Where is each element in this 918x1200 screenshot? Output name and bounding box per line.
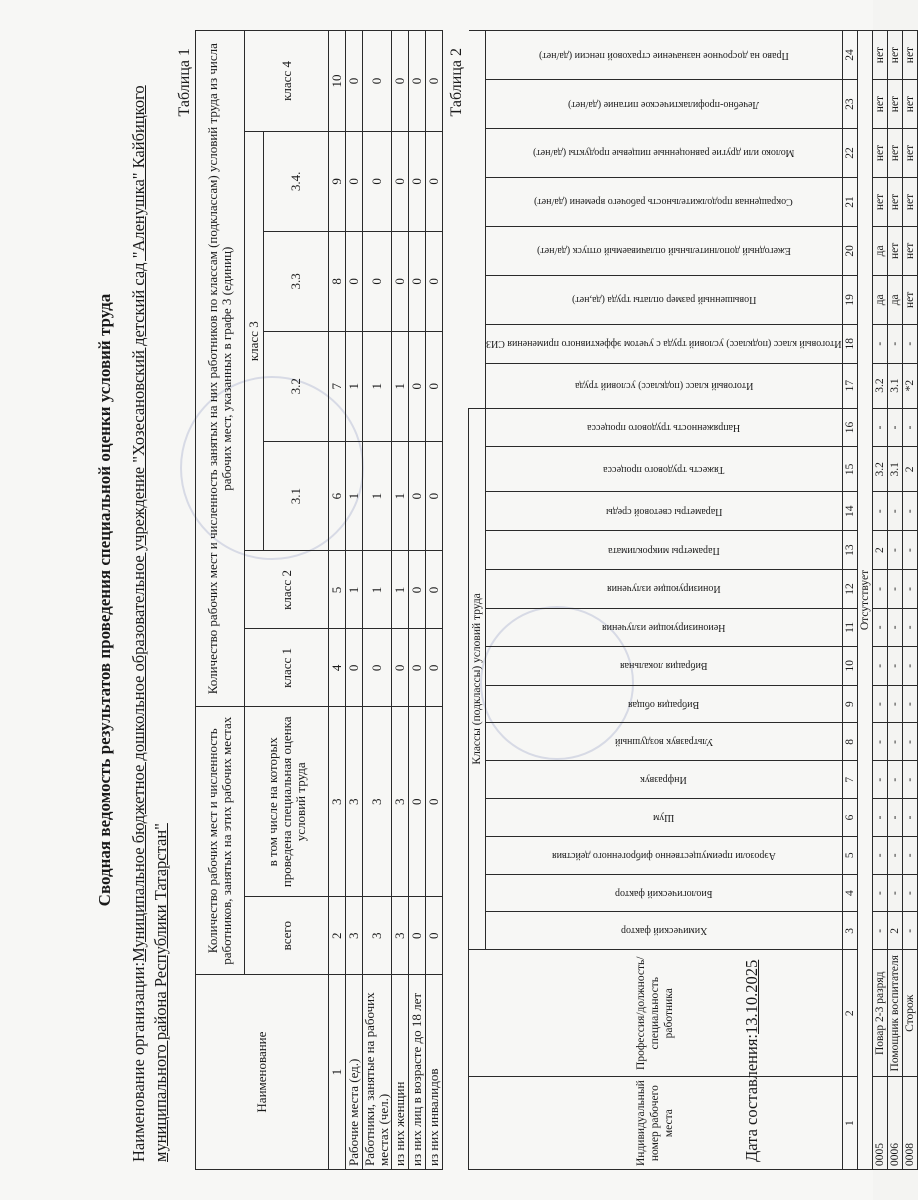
factor-label: Неионизирующие излучения: [602, 621, 726, 633]
factor-header: [486, 275, 843, 324]
colnum: 10: [329, 31, 346, 132]
header-spacer: [469, 31, 486, 409]
table-cell: -: [902, 761, 917, 799]
summary-table-body: [346, 31, 443, 1170]
table-cell: -: [902, 646, 917, 685]
table-cell: 0: [426, 551, 443, 629]
table-cell: -: [902, 685, 917, 723]
summary-table: [195, 30, 443, 1170]
date-value: 13.10.2025: [742, 959, 761, 1034]
date-label: Дата составления:: [742, 1033, 761, 1162]
table-cell: 0: [346, 31, 363, 132]
colnum: 6: [329, 441, 346, 551]
table-cell: 3.2: [872, 447, 887, 492]
colnum: 8: [329, 231, 346, 331]
table-cell: -: [902, 608, 917, 646]
organization-label: Наименование организации:: [129, 961, 148, 1162]
row-label: Работники, занятые на рабочих местах (чел.): [363, 975, 392, 1170]
profession: Сторож: [902, 950, 917, 1077]
table-cell: 0: [363, 31, 392, 132]
table-cell: 0: [409, 707, 426, 897]
table-cell: нет: [887, 80, 902, 129]
colnum: 19: [842, 275, 857, 324]
table-cell: -: [887, 836, 902, 874]
colnum: 17: [842, 363, 857, 408]
table-cell: 1: [363, 441, 392, 551]
factor-label: Право на досрочное назначение страховой пенсии (да/нет): [538, 49, 789, 61]
organization-line: [128, 42, 172, 1162]
table-cell: 1: [363, 331, 392, 441]
factor-label: Шум: [653, 811, 675, 823]
colnum: 3: [842, 912, 857, 950]
table-cell: -: [902, 874, 917, 912]
table-cell: -: [902, 836, 917, 874]
table-cell: -: [872, 646, 887, 685]
table-cell: -: [887, 408, 902, 447]
table-cell: нет: [887, 226, 902, 275]
table-cell: нет: [902, 177, 917, 226]
factor-header: [486, 836, 843, 874]
factor-label: Тяжесть трудового процесса: [603, 463, 725, 475]
table-cell: нет: [887, 177, 902, 226]
table-cell: 0: [409, 551, 426, 629]
colnum: 6: [842, 799, 857, 837]
colnum: 18: [842, 324, 857, 363]
table-cell: 1: [346, 441, 363, 551]
table-cell: 0: [409, 131, 426, 231]
header-class3-3: 3.3: [264, 231, 329, 331]
colnum: 8: [842, 723, 857, 761]
table-cell: -: [887, 761, 902, 799]
colnum: 5: [842, 836, 857, 874]
header-condition-classes: Классы (подклассы) условий труда: [469, 408, 486, 950]
table-cell: -: [872, 912, 887, 950]
factor-label: Аэрозоли преимущественно фиброгенного действия: [551, 849, 776, 861]
table-cell: нет: [872, 129, 887, 178]
table-cell: -: [887, 570, 902, 609]
table-row: [902, 31, 917, 1170]
colnum: 5: [329, 551, 346, 629]
table-cell: да: [872, 226, 887, 275]
factor-header: [486, 226, 843, 275]
table-cell: -: [872, 408, 887, 447]
table-cell: -: [902, 912, 917, 950]
table-cell: 0: [426, 897, 443, 975]
header-class4: класс 4: [245, 31, 329, 132]
table-cell: -: [887, 685, 902, 723]
table-cell: нет: [902, 226, 917, 275]
table-cell: 3: [392, 707, 409, 897]
profession: Повар 2-3 разряд: [872, 950, 887, 1077]
table-cell: -: [887, 799, 902, 837]
header-class1: класс 1: [245, 629, 329, 707]
table-cell: 0: [409, 897, 426, 975]
table-cell: нет: [902, 129, 917, 178]
table-cell: 3: [363, 707, 392, 897]
factor-label: Итоговый класс (подкласс) условий труда: [574, 380, 753, 392]
factor-header: [486, 723, 843, 761]
table-cell: 0: [409, 441, 426, 551]
header-profession: Профессия/должность/специальность работника: [469, 950, 843, 1077]
header-class3-2: 3.2: [264, 331, 329, 441]
factor-header: [486, 646, 843, 685]
table-cell: -: [902, 324, 917, 363]
table1-caption: Таблица 1: [176, 48, 193, 117]
factor-header: [486, 912, 843, 950]
colnum: 22: [842, 129, 857, 178]
colnum: 7: [842, 761, 857, 799]
table-cell: *2: [902, 363, 917, 408]
factor-label: Параметры микроклимата: [607, 544, 720, 556]
colnum: 14: [842, 492, 857, 531]
factor-label: Сокращенная продолжительность рабочего времени (да/нет): [534, 196, 794, 208]
factor-header: [486, 324, 843, 363]
table-cell: 0: [409, 231, 426, 331]
factor-header: [486, 799, 843, 837]
table-cell: -: [902, 570, 917, 609]
factor-label: Лечебно-профилактическое питание (да/нет): [568, 98, 760, 110]
table-cell: 3.2: [872, 363, 887, 408]
absent-note: Отсутствует: [857, 31, 872, 1170]
factor-label: Ультразвук воздушный: [614, 736, 713, 748]
factor-header: [486, 531, 843, 570]
colnum: 9: [329, 131, 346, 231]
table-cell: 1: [392, 551, 409, 629]
table-cell: -: [872, 723, 887, 761]
factor-header: [486, 363, 843, 408]
colnum: 2: [842, 950, 857, 1077]
table-cell: -: [872, 608, 887, 646]
table-cell: нет: [902, 80, 917, 129]
table-row: [887, 31, 902, 1170]
row-label: из них инвалидов: [426, 975, 443, 1170]
table-cell: -: [872, 492, 887, 531]
table-cell: 0: [363, 629, 392, 707]
colnum: 11: [842, 608, 857, 646]
table-cell: да: [872, 275, 887, 324]
table-row: [409, 31, 426, 1170]
table-cell: 0: [426, 131, 443, 231]
table-cell: -: [887, 531, 902, 570]
table-cell: 0: [426, 331, 443, 441]
factor-label: Повышенный размер оплаты труда (да,нет): [571, 294, 756, 306]
factor-header: [486, 608, 843, 646]
workplace-table-body: [872, 31, 917, 1170]
table-cell: 0: [409, 331, 426, 441]
profession: Помощник воспитателя: [887, 950, 902, 1077]
table-cell: 2: [872, 531, 887, 570]
table-cell: 2: [887, 912, 902, 950]
table-cell: нет: [872, 31, 887, 80]
table-cell: 1: [392, 441, 409, 551]
workplace-id: 0006: [887, 1077, 902, 1170]
table-cell: -: [872, 836, 887, 874]
table-cell: 0: [346, 629, 363, 707]
header-class3: класс 3: [245, 131, 264, 551]
factor-label: Итоговый класс (подкласс) условий труда с учетом эффективного применения СИЗ: [486, 338, 842, 350]
table-row: [363, 31, 392, 1170]
colnum: 1: [329, 975, 346, 1170]
factor-header: [486, 761, 843, 799]
table-cell: 1: [346, 331, 363, 441]
factor-header: [486, 492, 843, 531]
table-cell: нет: [887, 31, 902, 80]
table-cell: 0: [346, 231, 363, 331]
table-cell: нет: [872, 80, 887, 129]
factor-header: [486, 570, 843, 609]
table-cell: -: [872, 570, 887, 609]
header-total: всего: [245, 897, 329, 975]
colnum: 10: [842, 646, 857, 685]
table-cell: 2: [902, 447, 917, 492]
colnum: 1: [842, 1077, 857, 1170]
row-label: из них женщин: [392, 975, 409, 1170]
compilation-date: [742, 960, 762, 1162]
colnum: 15: [842, 447, 857, 492]
colnum: 3: [329, 707, 346, 897]
table-cell: 3: [346, 707, 363, 897]
colnum: 4: [329, 629, 346, 707]
table-cell: -: [902, 799, 917, 837]
header-assessed: в том числе на которых проведена специальная оценка условий труда: [245, 707, 329, 897]
table-cell: -: [872, 874, 887, 912]
table-cell: 0: [426, 231, 443, 331]
header-class3-4: 3.4.: [264, 131, 329, 231]
table-cell: 0: [426, 31, 443, 132]
factor-label: Химический фактор: [620, 925, 707, 937]
table-row: [346, 31, 363, 1170]
table-cell: 0: [392, 231, 409, 331]
table-cell: 0: [346, 131, 363, 231]
table-cell: 0: [363, 231, 392, 331]
table-cell: -: [902, 723, 917, 761]
column-number-row: [842, 31, 857, 1170]
table-cell: нет: [887, 129, 902, 178]
table-cell: 3.1: [887, 447, 902, 492]
header-name: Наименование: [196, 975, 329, 1170]
factor-label: Инфразвук: [640, 774, 688, 786]
table-cell: -: [902, 408, 917, 447]
table-cell: -: [887, 874, 902, 912]
colnum: 20: [842, 226, 857, 275]
colnum: 16: [842, 408, 857, 447]
table-cell: -: [902, 531, 917, 570]
table-row: [872, 31, 887, 1170]
table-cell: -: [872, 799, 887, 837]
factor-label: Вибрация локальная: [620, 660, 708, 672]
table-cell: 1: [363, 551, 392, 629]
table-cell: -: [872, 324, 887, 363]
header-classes: Количество рабочих мест и численность занятых на них работников по классам (подклассам) условий труда из числа рабочих мест, указанных в графе 3 (единиц): [196, 31, 245, 707]
table-cell: -: [887, 608, 902, 646]
colnum: 13: [842, 531, 857, 570]
colnum: 7: [329, 331, 346, 441]
column-number-row: [329, 31, 346, 1170]
colnum: 24: [842, 31, 857, 80]
table-cell: 3: [392, 897, 409, 975]
colnum: 9: [842, 685, 857, 723]
table-cell: -: [872, 685, 887, 723]
colnum: 21: [842, 177, 857, 226]
table-cell: 3: [346, 897, 363, 975]
table-cell: 0: [392, 629, 409, 707]
factor-header: [486, 685, 843, 723]
factor-header: [486, 177, 843, 226]
table-cell: 0: [392, 31, 409, 132]
colnum: 2: [329, 897, 346, 975]
factor-label: Параметры световой среды: [605, 505, 722, 517]
table-cell: да: [887, 275, 902, 324]
table-row: [392, 31, 409, 1170]
table-cell: 1: [346, 551, 363, 629]
table-cell: нет: [872, 177, 887, 226]
factor-header: [486, 408, 843, 447]
factor-header: [486, 129, 843, 178]
table-cell: нет: [902, 275, 917, 324]
factor-label: Вибрация общая: [628, 698, 700, 710]
table-cell: 0: [409, 31, 426, 132]
header-workplaces: Количество рабочих мест и численность работников, занятых на этих рабочих местах: [196, 707, 245, 975]
table-row: [426, 31, 443, 1170]
row-label: из них лиц в возрасте до 18 лет: [409, 975, 426, 1170]
table-cell: 0: [426, 707, 443, 897]
table-cell: 3.1: [887, 363, 902, 408]
table-cell: 1: [392, 331, 409, 441]
workplace-table: [468, 30, 918, 1170]
factor-label: Напряженность трудового процесса: [587, 421, 741, 433]
row-label: Рабочие места (ед.): [346, 975, 363, 1170]
header-class2: класс 2: [245, 551, 329, 629]
table-cell: 0: [363, 131, 392, 231]
factor-header: [486, 80, 843, 129]
table-cell: -: [887, 324, 902, 363]
table-cell: 3: [363, 897, 392, 975]
factor-header: [486, 874, 843, 912]
table-cell: -: [887, 646, 902, 685]
colnum: 23: [842, 80, 857, 129]
factor-label: Ионизирующие излучения: [606, 583, 721, 595]
table-cell: -: [887, 492, 902, 531]
table-cell: -: [872, 761, 887, 799]
factor-label: Ежегодный дополнительный оплачиваемый отпуск (да/нет): [536, 245, 791, 257]
table-cell: -: [902, 492, 917, 531]
table-cell: 0: [409, 629, 426, 707]
header-workplace-id: Индивидуальный номер рабочего места: [469, 1077, 843, 1170]
workplace-id: 0005: [872, 1077, 887, 1170]
factor-label: Биологический фактор: [615, 887, 713, 899]
table-cell: 0: [426, 441, 443, 551]
table-cell: нет: [902, 31, 917, 80]
factor-header: [486, 31, 843, 80]
table-cell: 0: [392, 131, 409, 231]
table-cell: -: [887, 723, 902, 761]
workplace-id: 0008: [902, 1077, 917, 1170]
colnum: 4: [842, 874, 857, 912]
organization-name: Муниципальное бюджетное дошкольное образовательное учреждение "Хозесановский детский сад "Аленушка" Кайбицкого муниципального района Республики Татарстан": [129, 85, 170, 1162]
table-cell: 0: [426, 629, 443, 707]
header-class3-1: 3.1: [264, 441, 329, 551]
factor-label: Молоко или другие равноценные пищевые продукты (да/нет): [533, 147, 795, 159]
factor-header: [486, 447, 843, 492]
colnum: 12: [842, 570, 857, 609]
table2-caption: Таблица 2: [448, 48, 465, 117]
page-title: Сводная ведомость результатов проведения специальной оценки условий труда: [95, 293, 114, 907]
